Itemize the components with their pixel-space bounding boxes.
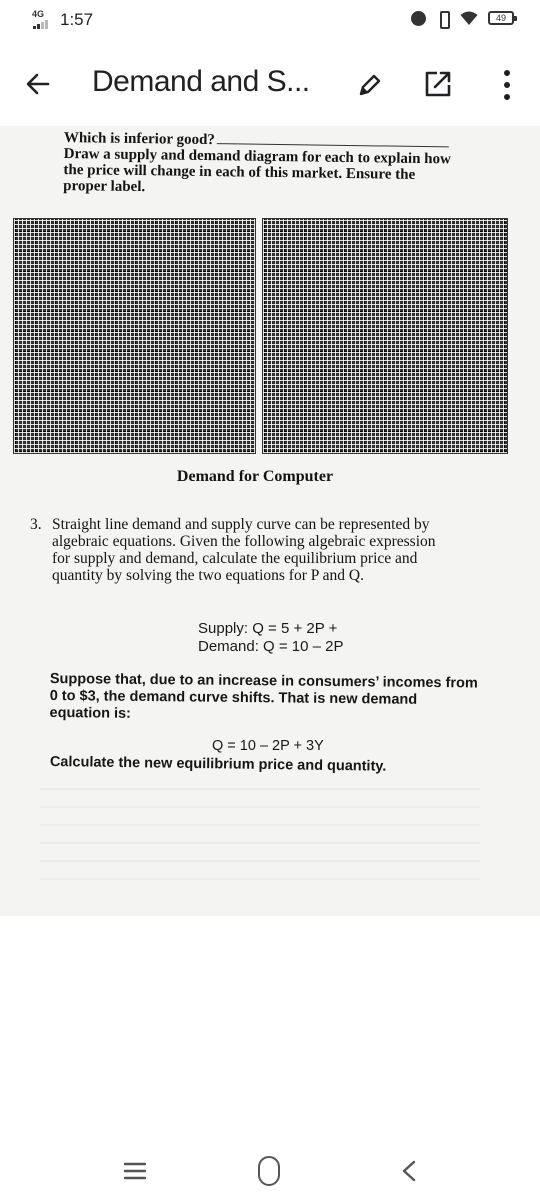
graph-paper-right [262,218,508,454]
status-right [411,10,514,26]
app-toolbar [0,52,540,116]
intro-line-1: Which is inferior good? [64,130,504,152]
faded-text-area [40,786,480,896]
network-type: 4G [32,9,45,19]
q3-line-4: quantity by solving the two equations for P and Q. [52,567,364,584]
intro-line-2: Draw a supply and demand diagram for each to explain how [63,145,452,168]
battery-icon [488,11,514,25]
graph-paper-left [13,218,256,454]
question-intro [63,130,504,200]
income-shift-text [49,671,510,727]
back-icon[interactable] [398,1158,426,1184]
suppose-line-2: 0 to $3, the demand curve shifts. That is new demand [49,687,418,708]
back-arrow-icon[interactable] [24,70,52,98]
equations-block [198,620,344,656]
suppose-line-3: equation is: [49,704,132,722]
question-3-body [52,516,504,584]
more-vert-icon[interactable] [497,68,517,102]
intro-line-4: proper label. [63,177,146,196]
vibrate-icon [436,10,450,26]
q3-line-1: Straight line demand and supply curve can be represented by [52,516,430,533]
open-external-icon[interactable] [423,69,453,99]
status-bar [0,0,540,42]
new-demand-equation: Q = 10 – 2P + 3Y [212,738,324,754]
calculate-instruction: Calculate the new equilibrium price and quantity. [49,754,387,775]
q3-line-2: algebraic equations. Given the following algebraic expression [52,533,436,550]
document-page[interactable] [0,126,540,916]
graph-caption: Demand for Computer [176,468,334,485]
wifi-icon [460,10,478,26]
signal-icon [32,9,54,31]
navigation-bar [0,1140,540,1200]
document-title: Demand and S... [92,65,310,98]
pencil-icon[interactable] [357,72,383,98]
recents-icon[interactable] [122,1160,148,1182]
demand-equation: Demand: Q = 10 – 2P [198,638,344,655]
q3-line-3: for supply and demand, calculate the equilibrium price and [52,550,418,567]
status-left [32,9,93,31]
suppose-line-1: Suppose that, due to an increase in consumers’ incomes from [49,671,478,692]
supply-equation: Supply: Q = 5 + 2P + [198,620,338,637]
battery-level: 49 [495,13,506,23]
home-icon[interactable] [258,1156,280,1186]
intro-line-3: the price will change in each of this market. Ensure the [63,161,416,183]
alarm-icon [411,11,426,26]
question-number: 3. [30,516,42,533]
status-time: 1:57 [60,10,94,29]
